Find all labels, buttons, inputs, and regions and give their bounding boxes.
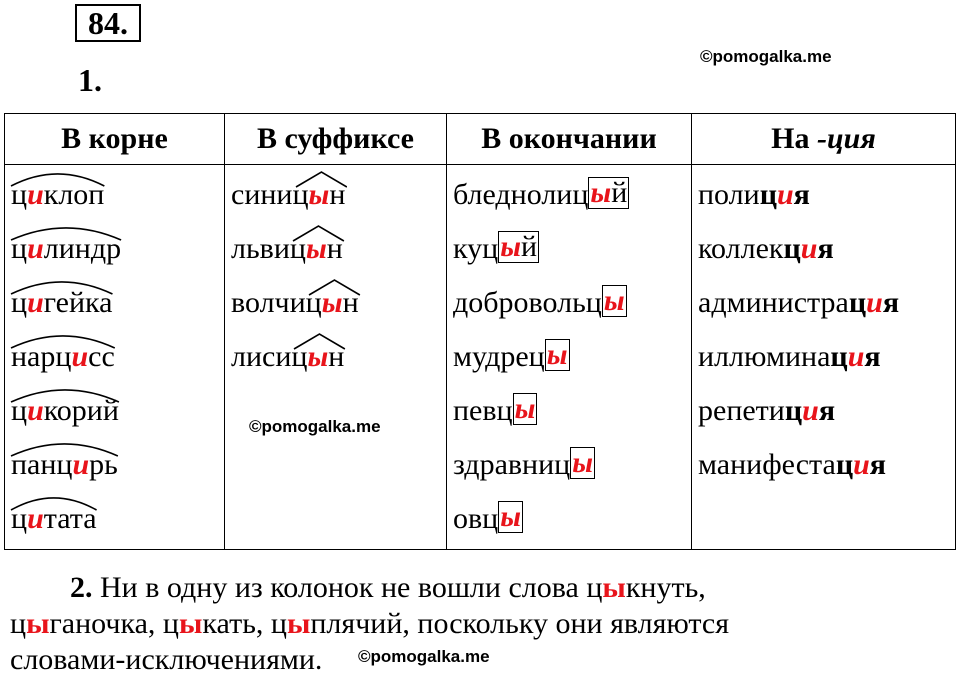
part2-red-letter: ы <box>286 607 311 640</box>
root-arc-mark <box>9 227 123 241</box>
spelling-letter: ы <box>603 284 625 317</box>
ending-word <box>447 383 691 437</box>
part2-label: 2. <box>70 571 93 604</box>
ending-box <box>570 447 595 479</box>
word-part: ц <box>783 232 801 265</box>
part2-text-4: ганочка, ц <box>49 607 179 640</box>
suffix-arc-mark <box>293 332 346 350</box>
word-part: ц <box>759 178 777 211</box>
spelling-letter: и <box>27 502 44 535</box>
root-arc-mark <box>9 335 117 349</box>
part2-text-5: кать, ц <box>202 607 287 640</box>
word-part: лисиц <box>231 340 308 373</box>
word-part: ц <box>835 448 854 481</box>
part1-label: 1. <box>78 62 102 98</box>
watermark-middle: ©pomogalka.me <box>249 417 381 436</box>
spelling-letter: ы <box>307 340 329 373</box>
spelling-letter: и <box>853 448 870 481</box>
exercise-number: 84. <box>75 4 141 42</box>
spelling-letter: ы <box>590 176 612 209</box>
word-part: н <box>328 340 345 373</box>
header-tsiya-prefix: На <box>771 122 817 155</box>
word-part: иллюмина <box>698 340 831 373</box>
word-part: ц <box>11 178 28 211</box>
word-part: ц <box>830 340 848 373</box>
header-tsiya <box>692 114 956 165</box>
root-word <box>5 383 224 437</box>
spelling-letter: и <box>72 448 90 481</box>
suffix-word-list <box>225 167 446 383</box>
word-part: сс <box>88 340 115 373</box>
word-part: линдр <box>43 232 122 265</box>
ending-box <box>513 393 538 425</box>
suffix-arc-mark <box>292 224 345 242</box>
word-part: гейка <box>43 286 113 319</box>
root-word <box>5 329 224 383</box>
column-root <box>5 165 225 550</box>
part2-text-2: кнуть, <box>625 571 706 604</box>
root-word-list <box>5 167 224 545</box>
word-part: панц <box>11 448 73 481</box>
part2-text-1: Ни в одну из колонок не вошли слова ц <box>92 571 603 604</box>
word-part: певц <box>453 394 513 427</box>
word-part: волчиц <box>231 286 322 319</box>
spelling-letter: и <box>27 178 44 211</box>
ending-word <box>447 167 691 221</box>
root-word <box>5 275 224 329</box>
word-part: репети <box>698 394 785 427</box>
word-part: мудрец <box>453 340 545 373</box>
root-word <box>5 437 224 491</box>
word-part: ц <box>848 286 867 319</box>
spelling-letter: и <box>776 178 794 211</box>
ending-word <box>447 329 691 383</box>
part2-text-3: ц <box>10 607 27 640</box>
word-part: рь <box>89 448 118 481</box>
part2-red-letter: ы <box>26 607 50 640</box>
column-ending <box>447 165 692 550</box>
spelling-letter: и <box>802 394 819 427</box>
spelling-letter: и <box>27 286 44 319</box>
ending-box <box>498 501 523 533</box>
word-part: я <box>882 286 900 319</box>
suffix-word <box>225 275 446 329</box>
header-root: В корне <box>5 114 225 165</box>
spelling-letter: ы <box>500 230 522 263</box>
suffix-word <box>225 167 446 221</box>
tsiya-word-list <box>692 167 955 491</box>
word-part: тата <box>43 502 97 535</box>
word-part: я <box>817 232 834 265</box>
column-tsiya <box>692 165 956 550</box>
word-part: н <box>329 178 346 211</box>
header-tsiya-italic: -ция <box>817 122 876 155</box>
word-part: нарц <box>11 340 72 373</box>
word-part: львиц <box>231 232 306 265</box>
word-part: я <box>869 448 887 481</box>
part2-text-6: плячий, поскольку они являются <box>310 607 730 640</box>
ending-word <box>447 491 691 545</box>
word-part: манифеста <box>698 448 836 481</box>
spelling-letter: и <box>847 340 865 373</box>
table-body-row <box>5 165 956 550</box>
table-header-row <box>5 114 956 165</box>
ending-box <box>545 339 570 371</box>
spelling-letter: ы <box>321 286 343 319</box>
word-part: н <box>342 286 359 319</box>
tsiya-word <box>692 221 955 275</box>
part2-text-7: словами-исключениями. <box>10 643 323 676</box>
suffix-word <box>225 221 446 275</box>
word-part: здравниц <box>453 448 571 481</box>
spelling-letter: и <box>71 340 89 373</box>
word-part: ц <box>11 286 28 319</box>
header-ending: В окончании <box>447 114 692 165</box>
word-part: й <box>521 230 538 263</box>
word-part: овц <box>453 502 499 535</box>
spelling-letter: ы <box>305 232 327 265</box>
suffix-arc-mark <box>295 170 348 188</box>
spelling-letter: и <box>866 286 883 319</box>
root-arc-mark <box>9 281 114 295</box>
word-part: ц <box>11 502 28 535</box>
word-part: бледнолиц <box>453 178 589 211</box>
root-arc-mark <box>9 497 99 511</box>
part2-red-letter: ы <box>602 571 626 604</box>
ending-word-list <box>447 167 691 545</box>
word-part: добровольц <box>453 286 602 319</box>
header-suffix: В суффиксе <box>225 114 447 165</box>
word-part: ц <box>11 232 28 265</box>
tsiya-word <box>692 437 955 491</box>
root-word <box>5 167 224 221</box>
word-part: я <box>864 340 881 373</box>
word-part: администра <box>698 286 849 319</box>
word-part: я <box>793 178 810 211</box>
root-word <box>5 221 224 275</box>
word-part: коллек <box>698 232 784 265</box>
ending-box <box>498 231 539 263</box>
spelling-letter: ы <box>572 446 594 479</box>
tsiya-word <box>692 329 955 383</box>
ending-word <box>447 437 691 491</box>
spelling-letter: и <box>800 232 818 265</box>
word-part: синиц <box>231 178 309 211</box>
ending-word <box>447 221 691 275</box>
suffix-word <box>225 329 446 383</box>
word-part: поли <box>698 178 760 211</box>
watermark-bottom: ©pomogalka.me <box>358 647 490 666</box>
ending-box <box>588 177 629 209</box>
word-part: ц <box>11 394 28 427</box>
spelling-letter: ы <box>546 338 568 371</box>
tsiya-word <box>692 167 955 221</box>
root-arc-mark <box>9 443 120 457</box>
tsiya-word <box>692 275 955 329</box>
root-word <box>5 491 224 545</box>
spelling-letter: ы <box>500 500 522 533</box>
spelling-letter: ы <box>308 178 330 211</box>
word-part: куц <box>453 232 499 265</box>
tsiya-word <box>692 383 955 437</box>
spelling-letter: ы <box>514 392 536 425</box>
root-arc-mark <box>9 389 121 403</box>
ending-box <box>602 285 627 317</box>
watermark-top: ©pomogalka.me <box>700 47 832 66</box>
word-part: корий <box>43 394 119 427</box>
root-arc-mark <box>9 173 106 187</box>
words-table <box>4 113 956 550</box>
part2-red-letter: ы <box>178 607 203 640</box>
word-part: н <box>326 232 343 265</box>
word-part: ц <box>784 394 803 427</box>
spelling-letter: и <box>27 232 44 265</box>
column-suffix <box>225 165 447 550</box>
word-part: клоп <box>43 178 105 211</box>
ending-word <box>447 275 691 329</box>
word-part: я <box>818 394 836 427</box>
suffix-arc-mark <box>308 278 361 296</box>
spelling-letter: и <box>27 394 44 427</box>
word-part: й <box>611 176 628 209</box>
